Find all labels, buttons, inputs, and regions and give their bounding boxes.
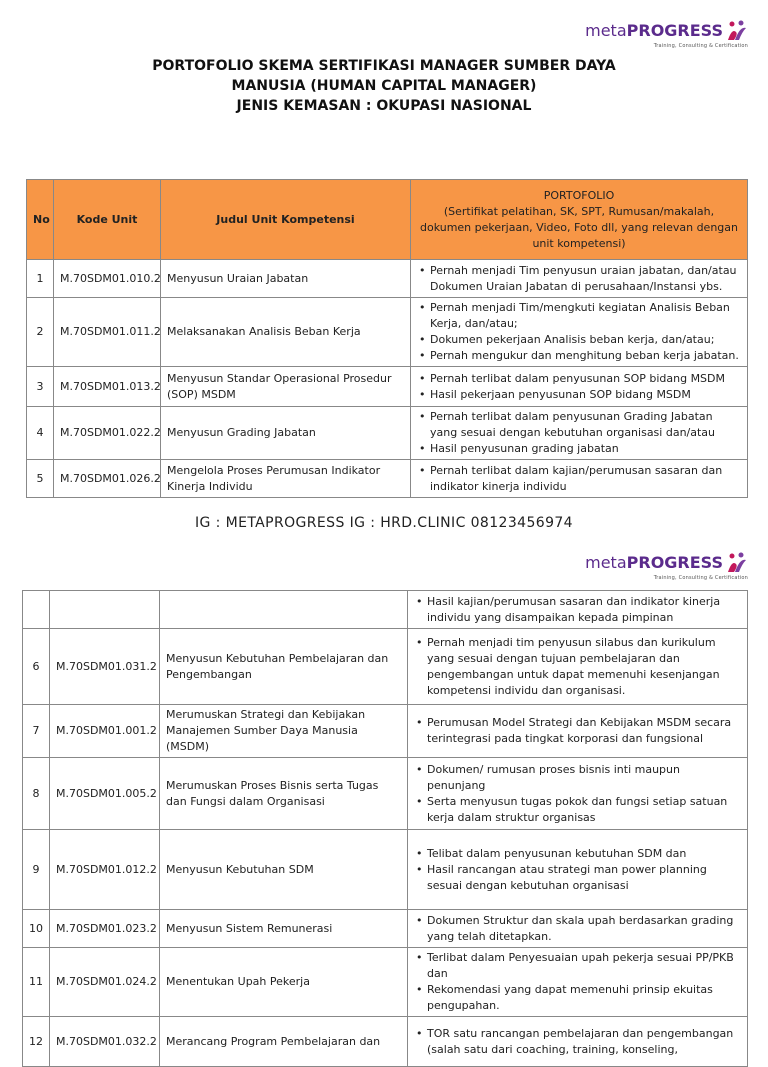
table-row: [23, 591, 748, 629]
cell-kode-unit: [50, 591, 160, 629]
portofolio-item: • Pernah terlibat dalam penyusunan Grading Jabatan yang sesuai dengan kebutuhan organisasi dan/atau: [417, 409, 741, 441]
cell-judul-unit: Merumuskan Proses Bisnis serta Tugas dan Fungsi dalam Organisasi: [160, 758, 408, 830]
cell-judul-unit: Menyusun Sistem Remunerasi: [160, 910, 408, 948]
portofolio-item: • Serta menyusun tugas pokok dan fungsi setiap satuan kerja dalam struktur organisas: [414, 794, 741, 826]
portofolio-item: • Dokumen pekerjaan Analisis beban kerja, dan/atau;: [417, 332, 741, 348]
cell-judul-unit: Menyusun Grading Jabatan: [161, 407, 411, 460]
portofolio-list: [417, 300, 741, 364]
table-row: [23, 705, 748, 758]
cell-kode-unit: M.70SDM01.012.2: [50, 830, 160, 910]
table-row: [27, 367, 748, 407]
cell-kode-unit: M.70SDM01.032.2: [50, 1017, 160, 1067]
logo-wordmark: metaPROGRESS: [585, 553, 723, 572]
table-row: [23, 758, 748, 830]
portfolio-table-page1: [26, 179, 748, 498]
cell-portofolio: [411, 407, 748, 460]
cell-kode-unit: M.70SDM01.022.2: [54, 407, 161, 460]
portofolio-item: • Hasil kajian/perumusan sasaran dan indikator kinerja individu yang disampaikan kepada pimpinan: [414, 594, 741, 626]
cell-kode-unit: M.70SDM01.011.2: [54, 298, 161, 367]
table-row: [23, 629, 748, 705]
portofolio-list: [417, 409, 741, 457]
cell-no: 12: [23, 1017, 50, 1067]
table-row: [23, 910, 748, 948]
cell-kode-unit: M.70SDM01.026.2: [54, 460, 161, 498]
portofolio-item: • Pernah menjadi tim penyusun silabus dan kurikulum yang sesuai dengan tujuan pembelajaran dan pengembangan untuk dapat memenuhi kesenjangan kompetensi individu dan organisasi.: [414, 635, 741, 699]
table-row: [27, 460, 748, 498]
logo-wordmark: metaPROGRESS: [585, 21, 723, 40]
cell-portofolio: [411, 367, 748, 407]
cell-no: 2: [27, 298, 54, 367]
portofolio-list: [417, 371, 741, 403]
portofolio-item: • Hasil pekerjaan penyusunan SOP bidang MSDM: [417, 387, 741, 403]
cell-portofolio: [408, 591, 748, 629]
cell-kode-unit: M.70SDM01.005.2: [50, 758, 160, 830]
portofolio-item: • TOR satu rancangan pembelajaran dan pengembangan (salah satu dari coaching, training, konseling,: [414, 1026, 741, 1058]
people-logo-icon: [726, 20, 748, 42]
title-line-2: MANUSIA (HUMAN CAPITAL MANAGER): [231, 78, 537, 94]
cell-no: 10: [23, 910, 50, 948]
portofolio-item: • Hasil rancangan atau strategi man power planning sesuai dengan kebutuhan organisasi: [414, 862, 741, 894]
cell-judul-unit: [160, 591, 408, 629]
cell-portofolio: [408, 910, 748, 948]
table-row: [23, 948, 748, 1017]
logo-tagline: Training, Consulting & Certification: [653, 575, 748, 581]
social-contact-line: IG : METAPROGRESS IG : HRD.CLINIC 08123456974: [195, 515, 573, 531]
cell-kode-unit: M.70SDM01.010.2: [54, 260, 161, 298]
portofolio-list: [414, 913, 741, 945]
title-line-3: JENIS KEMASAN : OKUPASI NASIONAL: [236, 98, 532, 114]
header-kode-unit: Kode Unit: [54, 180, 161, 260]
portofolio-item: • Terlibat dalam Penyesuaian upah pekerja sesuai PP/PKB dan: [414, 950, 741, 982]
cell-kode-unit: M.70SDM01.024.2: [50, 948, 160, 1017]
cell-judul-unit: Merancang Program Pembelajaran dan: [160, 1017, 408, 1067]
title-line-1: PORTOFOLIO SKEMA SERTIFIKASI MANAGER SUMBER DAYA: [152, 58, 616, 74]
portofolio-list: [414, 635, 741, 699]
cell-kode-unit: M.70SDM01.001.2: [50, 705, 160, 758]
cell-no: 3: [27, 367, 54, 407]
portofolio-list: [417, 263, 741, 295]
people-logo-icon: [726, 552, 748, 574]
cell-no: 9: [23, 830, 50, 910]
cell-portofolio: [408, 1017, 748, 1067]
header-judul-unit: Judul Unit Kompetensi: [161, 180, 411, 260]
portofolio-item: • Pernah terlibat dalam penyusunan SOP bidang MSDM: [417, 371, 741, 387]
cell-no: 6: [23, 629, 50, 705]
brand-logo: [585, 20, 748, 49]
portofolio-item: • Pernah mengukur dan menghitung beban kerja jabatan.: [417, 348, 741, 364]
cell-portofolio: [408, 948, 748, 1017]
cell-no: 4: [27, 407, 54, 460]
portofolio-list: [414, 594, 741, 626]
cell-judul-unit: Melaksanakan Analisis Beban Kerja: [161, 298, 411, 367]
portofolio-list: [414, 1026, 741, 1058]
cell-judul-unit: Mengelola Proses Perumusan Indikator Kinerja Individu: [161, 460, 411, 498]
cell-no: 5: [27, 460, 54, 498]
brand-logo-page2: [585, 552, 748, 581]
table-row: [27, 407, 748, 460]
portofolio-item: • Hasil penyusunan grading jabatan: [417, 441, 741, 457]
cell-portofolio: [408, 830, 748, 910]
cell-portofolio: [411, 298, 748, 367]
portofolio-item: • Perumusan Model Strategi dan Kebijakan MSDM secara terintegrasi pada tingkat korporasi dan fungsional: [414, 715, 741, 747]
portfolio-table-page2: [22, 590, 748, 1067]
cell-judul-unit: Menyusun Kebutuhan Pembelajaran dan Pengembangan: [160, 629, 408, 705]
table-row: [27, 298, 748, 367]
header-portofolio: [411, 180, 748, 260]
header-no: No: [27, 180, 54, 260]
portofolio-list: [414, 846, 741, 894]
cell-kode-unit: M.70SDM01.031.2: [50, 629, 160, 705]
table-row: [27, 260, 748, 298]
cell-portofolio: [408, 629, 748, 705]
portofolio-item: • Pernah menjadi Tim penyusun uraian jabatan, dan/atau Dokumen Uraian Jabatan di perusahaan/Instansi ybs.: [417, 263, 741, 295]
cell-no: 8: [23, 758, 50, 830]
cell-judul-unit: Merumuskan Strategi dan Kebijakan Manajemen Sumber Daya Manusia (MSDM): [160, 705, 408, 758]
portofolio-item: • Dokumen Struktur dan skala upah berdasarkan grading yang telah ditetapkan.: [414, 913, 741, 945]
cell-no: [23, 591, 50, 629]
portofolio-list: [414, 762, 741, 826]
cell-judul-unit: Menyusun Standar Operasional Prosedur (SOP) MSDM: [161, 367, 411, 407]
cell-kode-unit: M.70SDM01.013.2: [54, 367, 161, 407]
cell-kode-unit: M.70SDM01.023.2: [50, 910, 160, 948]
portofolio-item: • Pernah terlibat dalam kajian/perumusan sasaran dan indikator kinerja individu: [417, 463, 741, 495]
cell-no: 7: [23, 705, 50, 758]
cell-judul-unit: Menyusun Uraian Jabatan: [161, 260, 411, 298]
portofolio-item: • Rekomendasi yang dapat memenuhi prinsip ekuitas pengupahan.: [414, 982, 741, 1014]
cell-portofolio: [408, 758, 748, 830]
cell-no: 1: [27, 260, 54, 298]
logo-tagline: Training, Consulting & Certification: [653, 43, 748, 49]
cell-no: 11: [23, 948, 50, 1017]
portofolio-list: [414, 715, 741, 747]
document-title: [0, 56, 768, 116]
portofolio-item: • Pernah menjadi Tim/mengkuti kegiatan Analisis Beban Kerja, dan/atau;: [417, 300, 741, 332]
cell-portofolio: [411, 460, 748, 498]
cell-judul-unit: Menyusun Kebutuhan SDM: [160, 830, 408, 910]
cell-portofolio: [411, 260, 748, 298]
cell-portofolio: [408, 705, 748, 758]
portofolio-list: [414, 950, 741, 1014]
portofolio-title: PORTOFOLIO: [543, 188, 615, 202]
portofolio-list: [417, 463, 741, 495]
portofolio-desc: (Sertifikat pelatihan, SK, SPT, Rumusan/makalah, dokumen pekerjaan, Video, Foto dll, yang relevan dengan unit kompetensi): [419, 204, 738, 250]
cell-judul-unit: Menentukan Upah Pekerja: [160, 948, 408, 1017]
table-row: [23, 1017, 748, 1067]
table-row: [23, 830, 748, 910]
portofolio-item: • Telibat dalam penyusunan kebutuhan SDM dan: [414, 846, 741, 862]
portofolio-item: • Dokumen/ rumusan proses bisnis inti maupun penunjang: [414, 762, 741, 794]
